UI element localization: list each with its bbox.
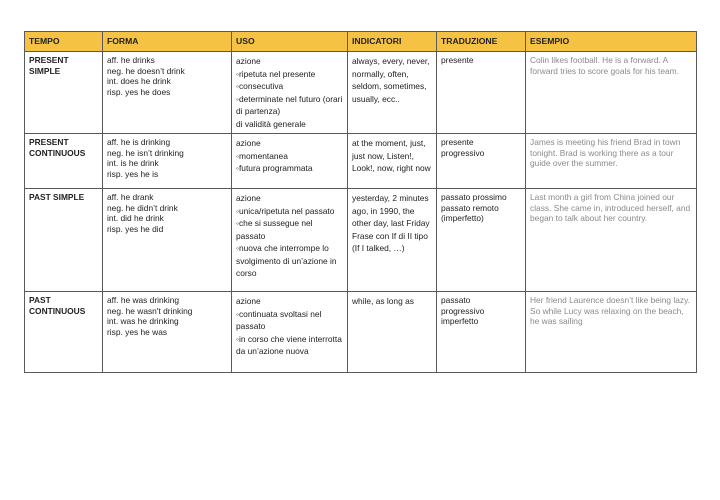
cell-line: neg. he didn’t drink <box>107 202 178 213</box>
cell-line: presente <box>441 137 474 147</box>
cell-line: ◦nuova che interrompe lo svolgimento di un’azione in corso <box>236 243 337 278</box>
cell-line: ◦che si sussegue nel passato <box>236 218 313 241</box>
header-uso: USO <box>232 32 348 52</box>
cell-line: progressivo <box>441 147 485 158</box>
forma-cell <box>103 189 232 292</box>
cell-line: at the moment, just, just now, Listen!, Look!, now, right now <box>352 138 431 173</box>
traduzione-cell <box>437 189 526 292</box>
table-row <box>25 52 697 134</box>
header-tempo: TEMPO <box>25 32 103 52</box>
esempio-cell <box>526 292 697 373</box>
grammar-table <box>24 31 697 373</box>
cell-line: int. does he drink <box>107 76 171 86</box>
cell-line: risp. yes he did <box>107 223 164 234</box>
forma-cell <box>103 292 232 373</box>
cell-line: Her friend Laurence doesn’t like being lazy. So while Lucy was relaxing on the beach, he was sailing <box>530 295 690 326</box>
header-forma: FORMA <box>103 32 232 52</box>
cell-line: ◦determinate nel futuro (orari di partenza) <box>236 93 343 116</box>
tempo-cell <box>25 52 103 134</box>
cell-line: ◦unica/ripetuta nel passato <box>236 205 335 216</box>
traduzione-cell <box>437 134 526 189</box>
uso-cell <box>232 134 348 189</box>
indicatori-cell <box>348 134 437 189</box>
esempio-cell <box>526 52 697 134</box>
cell-line: ◦momentanea <box>236 150 288 161</box>
cell-line: neg. he wasn't drinking <box>107 305 193 316</box>
cell-line: while, as long as <box>352 296 414 306</box>
esempio-cell <box>526 134 697 189</box>
cell-line: azione <box>236 193 261 203</box>
cell-line: aff. he drinks <box>107 55 155 65</box>
esempio-cell <box>526 189 697 292</box>
forma-cell <box>103 52 232 134</box>
cell-line: Last month a girl from China joined our class. She came in, introduced herself, and began to talk about her country. <box>530 192 691 223</box>
cell-line: int. did he drink <box>107 213 164 223</box>
cell-line: CONTINUOUS <box>29 147 86 158</box>
cell-line: passato <box>441 295 471 305</box>
cell-line: ◦consecutiva <box>236 81 284 91</box>
cell-line: passato prossimo <box>441 192 507 202</box>
cell-line: presente <box>441 55 474 65</box>
cell-line: CONTINUOUS <box>29 305 86 316</box>
traduzione-cell <box>437 52 526 134</box>
cell-line: azione <box>236 138 261 148</box>
cell-line: azione <box>236 296 261 306</box>
cell-line: ◦ripetuta nel presente <box>236 68 316 79</box>
cell-line: PAST <box>29 295 51 305</box>
traduzione-cell <box>437 292 526 373</box>
cell-line: int. was he drinking <box>107 316 179 326</box>
indicatori-cell <box>348 189 437 292</box>
cell-line: risp. yes he is <box>107 168 159 179</box>
header-traduzione: TRADUZIONE <box>437 32 526 52</box>
cell-line: PAST SIMPLE <box>29 192 85 202</box>
table-row <box>25 134 697 189</box>
indicatori-cell <box>348 52 437 134</box>
cell-line: azione <box>236 56 261 66</box>
table-row <box>25 189 697 292</box>
cell-line: ◦continuata svoltasi nel passato <box>236 308 322 331</box>
uso-cell <box>232 189 348 292</box>
header-row <box>25 32 697 52</box>
cell-line: PRESENT <box>29 55 69 65</box>
uso-cell <box>232 292 348 373</box>
cell-line: (imperfetto) <box>441 213 484 223</box>
cell-line: risp. yes he was <box>107 326 168 337</box>
cell-line: imperfetto <box>441 316 479 326</box>
cell-line: PRESENT <box>29 137 69 147</box>
indicatori-cell <box>348 292 437 373</box>
cell-line: Colin likes football. He is a forward. A forward tries to score goals for his team. <box>530 55 679 76</box>
cell-line: aff. he drank <box>107 192 154 202</box>
cell-line: risp. yes he does <box>107 86 171 97</box>
header-esempio: ESEMPIO <box>526 32 697 52</box>
cell-line: yesterday, 2 minutes ago, in 1990, the other day, last Friday Frase con If di II tipo (If I talked, …) <box>352 193 430 253</box>
tempo-cell <box>25 134 103 189</box>
header-indicatori: INDICATORI <box>348 32 437 52</box>
cell-line: aff. he was drinking <box>107 295 180 305</box>
cell-line: neg. he isn’t drinking <box>107 147 184 158</box>
cell-line: progressivo <box>441 305 485 316</box>
cell-line: ◦futura programmata <box>236 163 313 173</box>
tempo-cell <box>25 189 103 292</box>
cell-line: int. is he drink <box>107 158 159 168</box>
uso-cell <box>232 52 348 134</box>
cell-line: aff. he is drinking <box>107 137 171 147</box>
cell-line: neg. he doesn’t drink <box>107 65 185 76</box>
cell-line: di validità generale <box>236 118 306 129</box>
cell-line: always, every, never, normally, often, seldom, sometimes, usually, ecc.. <box>352 56 430 104</box>
cell-line: ◦in corso che viene interrotta da un’azione nuova <box>236 333 342 356</box>
cell-line: passato remoto <box>441 202 499 213</box>
forma-cell <box>103 134 232 189</box>
table-row <box>25 292 697 373</box>
cell-line: James is meeting his friend Brad in town tonight. Brad is working there as a tour guide over the summer. <box>530 137 681 168</box>
cell-line: SIMPLE <box>29 65 61 76</box>
tempo-cell <box>25 292 103 373</box>
